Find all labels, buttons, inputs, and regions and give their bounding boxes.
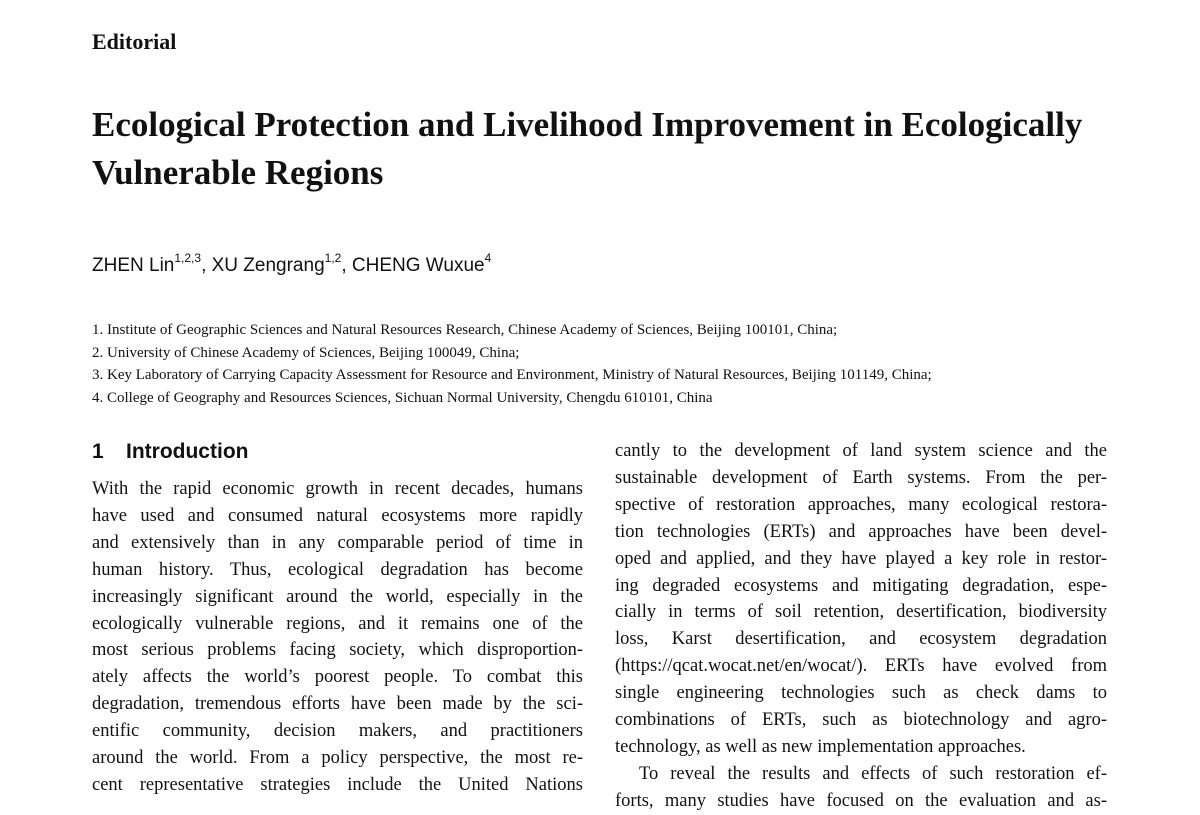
body-line: sustainable development of Earth systems. From the per-	[615, 467, 1107, 488]
body-line: With the rapid economic growth in recent decades, humans	[92, 479, 583, 499]
author-affiliation-marks: 4	[484, 251, 492, 265]
right-body-column	[615, 438, 1107, 815]
left-body-column	[92, 476, 583, 799]
body-line: degradation, tremendous efforts have been made by the sci-	[92, 694, 583, 715]
body-line: oped and applied, and they have played a key role in restor-	[615, 548, 1107, 569]
section-heading	[92, 437, 248, 467]
affiliation-item: 4. College of Geography and Resources Sciences, Sichuan Normal University, Chengdu 610101, China	[92, 389, 713, 406]
body-paragraph	[615, 761, 1107, 815]
body-line: cantly to the development of land system science and the	[615, 441, 1107, 461]
author-name: ZHEN Lin	[92, 255, 175, 276]
body-line: To reveal the results and effects of such restoration ef-	[639, 763, 1107, 784]
body-line: entific community, decision makers, and practitioners	[92, 721, 583, 742]
body-line: have used and consumed natural ecosystems more rapidly	[92, 505, 583, 526]
body-line: technology, as well as new implementation approaches.	[615, 736, 1026, 757]
body-line: increasingly significant around the world, especially in the	[92, 586, 583, 607]
author-name: CHENG Wuxue	[351, 255, 485, 276]
body-line: (https://qcat.wocat.net/en/wocat/). ERTs have evolved from	[615, 656, 1107, 677]
body-line: ately affects the world’s poorest people. To combat this	[92, 667, 583, 688]
body-line: cially in terms of soil retention, desertification, biodiversity	[615, 602, 1107, 623]
section-number: 1	[92, 440, 104, 463]
affiliation-item: 1. Institute of Geographic Sciences and Natural Resources Research, Chinese Academy of Sciences, Beijing 100101, China;	[92, 322, 838, 338]
body-paragraph	[615, 438, 1107, 761]
author-separator: ,	[201, 255, 212, 276]
author-affiliation-marks: 1,2	[324, 251, 342, 265]
body-line: combinations of ERTs, such as biotechnology and agro-	[615, 710, 1107, 731]
body-line: around the world. From a policy perspective, the most re-	[92, 748, 583, 769]
article-type-label: Editorial	[92, 29, 177, 54]
body-line: and extensively than in any comparable period of time in	[92, 532, 583, 553]
body-line: spective of restoration approaches, many ecological restora-	[615, 494, 1107, 515]
body-line: loss, Karst desertification, and ecosystem degradation	[615, 629, 1107, 650]
paper-title: Ecological Protection and Livelihood Improvement in Ecologically Vulnerable Regions	[92, 105, 1083, 192]
body-line: most serious problems facing society, which disproportion-	[92, 640, 583, 661]
author-name: XU Zengrang	[211, 255, 325, 276]
affiliation-item: 2. University of Chinese Academy of Sciences, Beijing 100049, China;	[92, 344, 520, 361]
author-affiliation-marks: 1,2,3	[174, 251, 202, 265]
body-line: tion technologies (ERTs) and approaches have been devel-	[615, 521, 1107, 542]
body-line: ecologically vulnerable regions, and it remains one of the	[92, 613, 583, 634]
body-line: single engineering technologies such as check dams to	[615, 683, 1107, 704]
body-line: cent representative strategies include the United Nations	[92, 774, 583, 795]
affiliation-list	[92, 319, 932, 409]
author-list	[92, 252, 491, 280]
body-paragraph	[92, 476, 583, 799]
affiliation-item: 3. Key Laboratory of Carrying Capacity Assessment for Resource and Environment, Ministry of Natural Resources, Beijing 101149, China;	[92, 367, 932, 383]
body-line: ing degraded ecosystems and mitigating degradation, espe-	[615, 575, 1107, 596]
section-title: Introduction	[126, 440, 249, 463]
body-line: forts, many studies have focused on the evaluation and as-	[615, 790, 1107, 811]
author-separator: ,	[341, 255, 352, 276]
body-line: human history. Thus, ecological degradation has become	[92, 559, 583, 580]
